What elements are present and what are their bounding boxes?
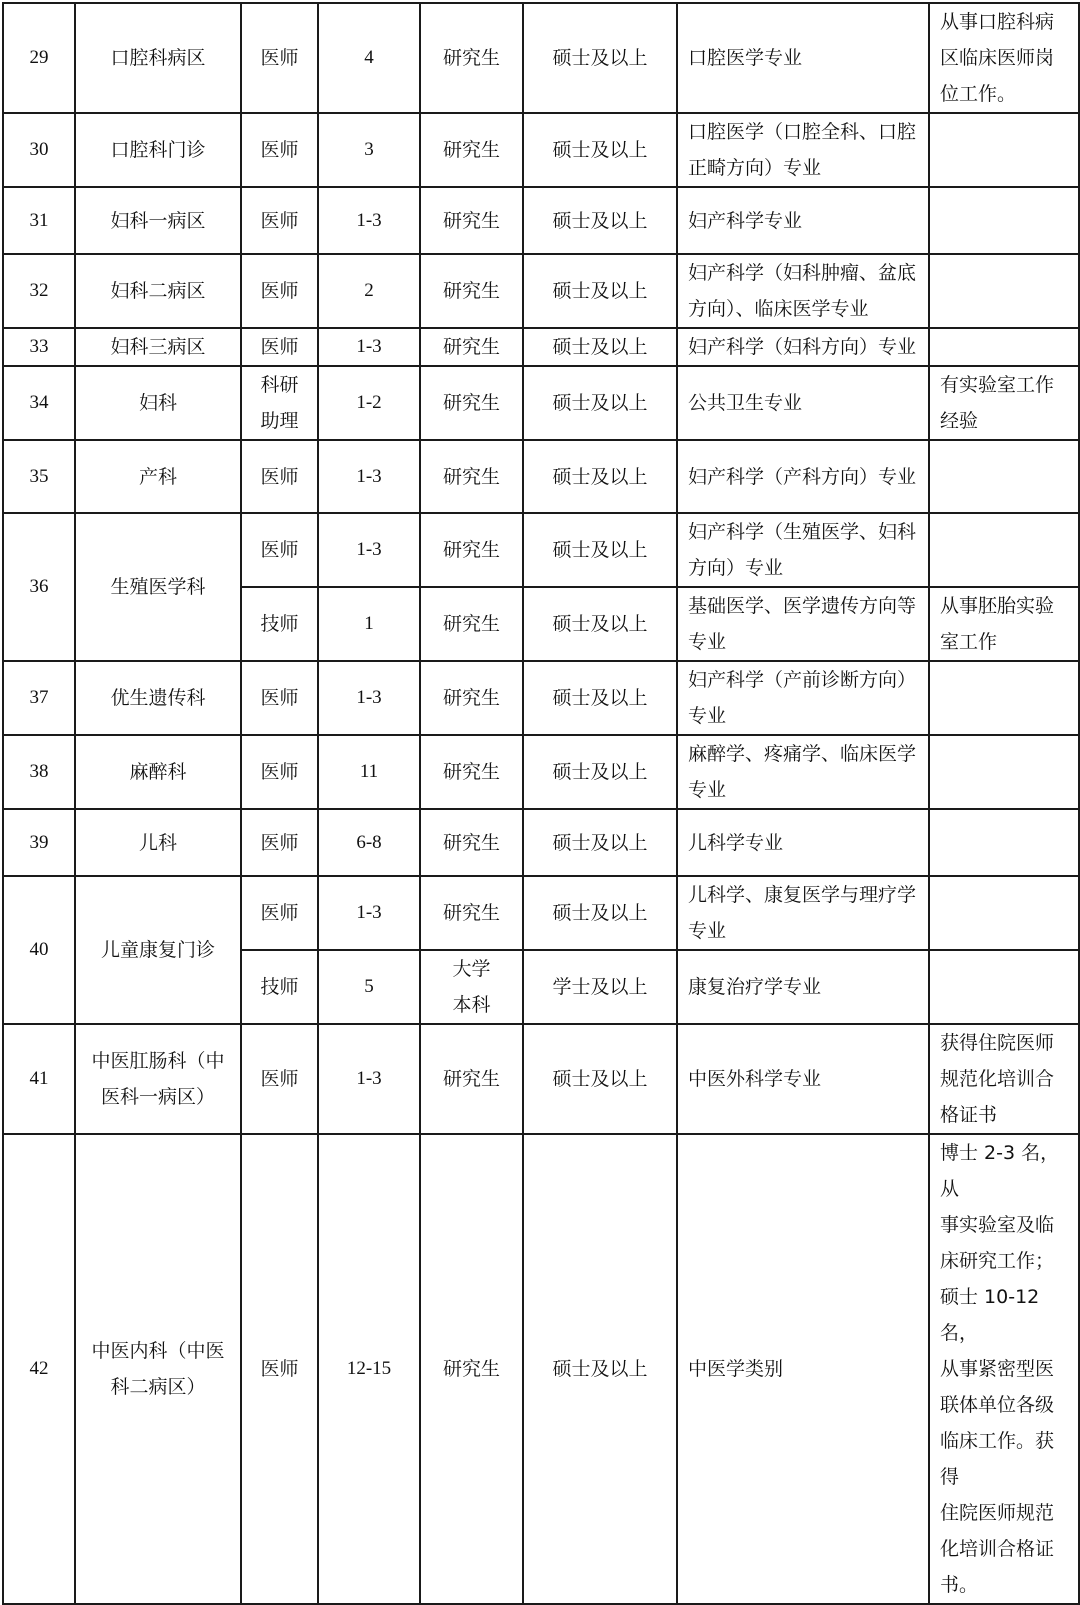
row-number: 35	[3, 440, 75, 513]
department-cell: 妇科	[75, 366, 241, 440]
department-cell: 儿科	[75, 809, 241, 876]
position-cell: 医师	[241, 328, 318, 366]
department-cell: 产科	[75, 440, 241, 513]
department-cell: 中医肛肠科（中 医科一病区）	[75, 1024, 241, 1134]
position-cell: 技师	[241, 950, 318, 1024]
major-cell: 妇产科学（生殖医学、妇科 方向）专业	[677, 513, 929, 587]
position-cell: 医师	[241, 1024, 318, 1134]
note-cell	[929, 187, 1079, 254]
position-cell: 医师	[241, 254, 318, 328]
position-cell: 医师	[241, 3, 318, 113]
education-cell: 研究生	[420, 735, 523, 809]
note-cell: 从事胚胎实验 室工作	[929, 587, 1079, 661]
position-cell: 科研 助理	[241, 366, 318, 440]
row-number: 42	[3, 1134, 75, 1604]
education-cell: 大学 本科	[420, 950, 523, 1024]
headcount-cell: 2	[318, 254, 420, 328]
row-number: 38	[3, 735, 75, 809]
position-cell: 医师	[241, 1134, 318, 1604]
department-cell: 优生遗传科	[75, 661, 241, 735]
table-row	[3, 254, 1079, 328]
row-number: 31	[3, 187, 75, 254]
note-cell	[929, 513, 1079, 587]
note-cell	[929, 440, 1079, 513]
education-cell: 研究生	[420, 113, 523, 187]
department-cell: 口腔科门诊	[75, 113, 241, 187]
department-cell: 麻醉科	[75, 735, 241, 809]
headcount-cell: 5	[318, 950, 420, 1024]
recruitment-table	[2, 2, 1080, 1605]
table-row	[3, 113, 1079, 187]
position-cell: 医师	[241, 661, 318, 735]
table-row	[3, 735, 1079, 809]
degree-cell: 硕士及以上	[523, 1134, 677, 1604]
headcount-cell: 1	[318, 587, 420, 661]
headcount-cell: 4	[318, 3, 420, 113]
table-row	[3, 809, 1079, 876]
row-number: 30	[3, 113, 75, 187]
note-cell	[929, 661, 1079, 735]
education-cell: 研究生	[420, 661, 523, 735]
major-cell: 儿科学、康复医学与理疗学 专业	[677, 876, 929, 950]
degree-cell: 硕士及以上	[523, 3, 677, 113]
table-row	[3, 876, 1079, 950]
degree-cell: 硕士及以上	[523, 513, 677, 587]
education-cell: 研究生	[420, 1134, 523, 1604]
education-cell: 研究生	[420, 187, 523, 254]
table-row	[3, 513, 1079, 587]
position-cell: 医师	[241, 187, 318, 254]
education-cell: 研究生	[420, 809, 523, 876]
row-number: 29	[3, 3, 75, 113]
education-cell: 研究生	[420, 3, 523, 113]
table-row	[3, 366, 1079, 440]
headcount-cell: 1-3	[318, 187, 420, 254]
major-cell: 口腔医学（口腔全科、口腔 正畸方向）专业	[677, 113, 929, 187]
major-cell: 妇产科学（妇科肿瘤、盆底 方向）、临床医学专业	[677, 254, 929, 328]
note-cell	[929, 809, 1079, 876]
headcount-cell: 1-3	[318, 440, 420, 513]
education-cell: 研究生	[420, 328, 523, 366]
position-cell: 医师	[241, 809, 318, 876]
headcount-cell: 12-15	[318, 1134, 420, 1604]
degree-cell: 硕士及以上	[523, 366, 677, 440]
degree-cell: 硕士及以上	[523, 587, 677, 661]
table-row	[3, 3, 1079, 113]
row-number: 36	[3, 513, 75, 661]
headcount-cell: 11	[318, 735, 420, 809]
note-cell: 获得住院医师 规范化培训合 格证书	[929, 1024, 1079, 1134]
major-cell: 口腔医学专业	[677, 3, 929, 113]
note-cell	[929, 950, 1079, 1024]
headcount-cell: 1-3	[318, 876, 420, 950]
position-cell: 医师	[241, 440, 318, 513]
department-cell: 妇科二病区	[75, 254, 241, 328]
education-cell: 研究生	[420, 440, 523, 513]
department-cell: 儿童康复门诊	[75, 876, 241, 1024]
row-number: 37	[3, 661, 75, 735]
degree-cell: 硕士及以上	[523, 113, 677, 187]
row-number: 40	[3, 876, 75, 1024]
note-cell	[929, 876, 1079, 950]
position-cell: 技师	[241, 587, 318, 661]
table-row	[3, 187, 1079, 254]
education-cell: 研究生	[420, 587, 523, 661]
degree-cell: 硕士及以上	[523, 187, 677, 254]
note-cell: 博士 2-3 名，从 事实验室及临 床研究工作； 硕士 10-12 名， 从事紧密型医 联体单位各级 临床工作。获得 住院医师规范 化培训合格证 书。	[929, 1134, 1079, 1604]
position-cell: 医师	[241, 113, 318, 187]
headcount-cell: 1-3	[318, 661, 420, 735]
major-cell: 麻醉学、疼痛学、临床医学 专业	[677, 735, 929, 809]
major-cell: 妇产科学（妇科方向）专业	[677, 328, 929, 366]
position-cell: 医师	[241, 735, 318, 809]
note-cell	[929, 113, 1079, 187]
degree-cell: 硕士及以上	[523, 1024, 677, 1134]
major-cell: 中医学类别	[677, 1134, 929, 1604]
major-cell: 中医外科学专业	[677, 1024, 929, 1134]
table-row	[3, 1024, 1079, 1134]
table-row	[3, 661, 1079, 735]
headcount-cell: 3	[318, 113, 420, 187]
major-cell: 妇产科学专业	[677, 187, 929, 254]
note-cell: 有实验室工作 经验	[929, 366, 1079, 440]
department-cell: 妇科一病区	[75, 187, 241, 254]
degree-cell: 硕士及以上	[523, 254, 677, 328]
note-cell	[929, 328, 1079, 366]
degree-cell: 硕士及以上	[523, 440, 677, 513]
education-cell: 研究生	[420, 254, 523, 328]
headcount-cell: 1-3	[318, 513, 420, 587]
degree-cell: 硕士及以上	[523, 809, 677, 876]
major-cell: 妇产科学（产前诊断方向） 专业	[677, 661, 929, 735]
education-cell: 研究生	[420, 366, 523, 440]
row-number: 33	[3, 328, 75, 366]
row-number: 39	[3, 809, 75, 876]
major-cell: 公共卫生专业	[677, 366, 929, 440]
major-cell: 康复治疗学专业	[677, 950, 929, 1024]
position-cell: 医师	[241, 876, 318, 950]
row-number: 34	[3, 366, 75, 440]
department-cell: 生殖医学科	[75, 513, 241, 661]
major-cell: 妇产科学（产科方向）专业	[677, 440, 929, 513]
education-cell: 研究生	[420, 1024, 523, 1134]
degree-cell: 硕士及以上	[523, 876, 677, 950]
education-cell: 研究生	[420, 513, 523, 587]
row-number: 41	[3, 1024, 75, 1134]
headcount-cell: 1-2	[318, 366, 420, 440]
degree-cell: 硕士及以上	[523, 661, 677, 735]
department-cell: 中医内科（中医 科二病区）	[75, 1134, 241, 1604]
note-cell	[929, 254, 1079, 328]
department-cell: 口腔科病区	[75, 3, 241, 113]
degree-cell: 硕士及以上	[523, 735, 677, 809]
note-cell	[929, 735, 1079, 809]
degree-cell: 硕士及以上	[523, 328, 677, 366]
row-number: 32	[3, 254, 75, 328]
note-cell: 从事口腔科病 区临床医师岗 位工作。	[929, 3, 1079, 113]
headcount-cell: 6-8	[318, 809, 420, 876]
headcount-cell: 1-3	[318, 328, 420, 366]
major-cell: 儿科学专业	[677, 809, 929, 876]
table-row	[3, 1134, 1079, 1604]
table-row	[3, 440, 1079, 513]
degree-cell: 学士及以上	[523, 950, 677, 1024]
position-cell: 医师	[241, 513, 318, 587]
table-row	[3, 328, 1079, 366]
department-cell: 妇科三病区	[75, 328, 241, 366]
headcount-cell: 1-3	[318, 1024, 420, 1134]
education-cell: 研究生	[420, 876, 523, 950]
major-cell: 基础医学、医学遗传方向等 专业	[677, 587, 929, 661]
